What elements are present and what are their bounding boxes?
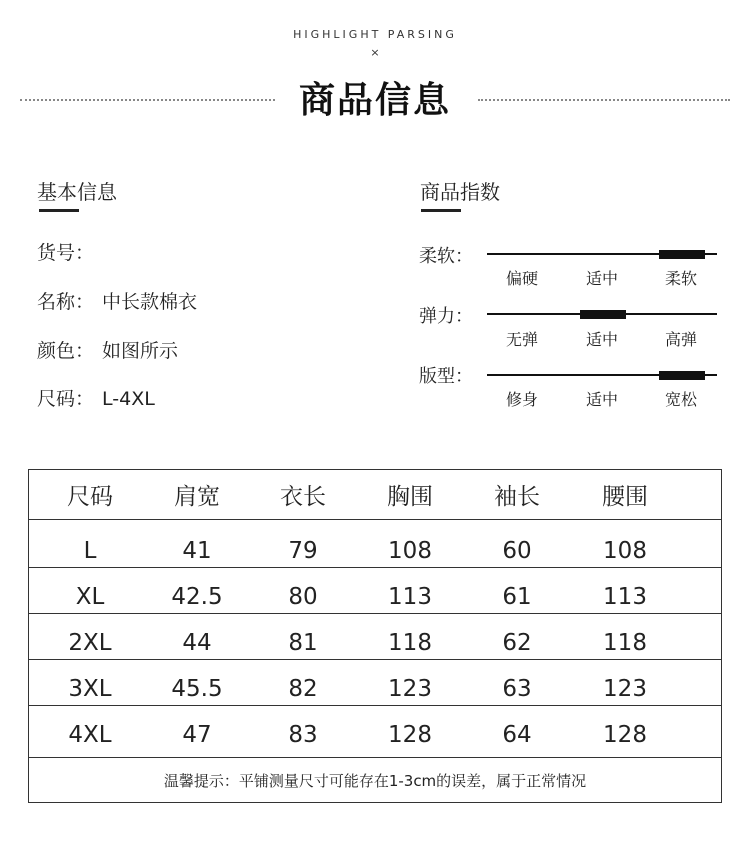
page-title: 商品信息 <box>298 80 451 121</box>
info-value: 中长款棉衣 <box>102 291 198 313</box>
table-cell: 123 <box>388 676 432 702</box>
info-row-color <box>37 336 178 363</box>
product-index-underline <box>421 209 461 212</box>
table-header-cell: 胸围 <box>387 484 433 510</box>
info-label: 尺码： <box>37 388 95 410</box>
table-header-cell: 肩宽 <box>174 484 220 510</box>
table-cell: 3XL <box>68 676 112 702</box>
table-cell: 108 <box>388 538 432 564</box>
info-value: L-4XL <box>102 388 155 410</box>
table-cell: 123 <box>603 676 647 702</box>
table-cell: 81 <box>288 630 318 656</box>
table-note: 温馨提示：平铺测量尺寸可能存在1-3cm的误差，属于正常情况 <box>163 771 587 790</box>
header-en-title: HIGHLIGHT PARSING <box>293 28 457 41</box>
table-header-row <box>29 470 721 520</box>
size-table <box>28 469 722 803</box>
table-cell: 61 <box>502 584 532 610</box>
index-option: 无弹 <box>505 330 538 349</box>
table-cell: L <box>83 538 97 564</box>
table-cell: 80 <box>288 584 318 610</box>
info-row-name <box>37 287 197 314</box>
table-cell: 60 <box>502 538 532 564</box>
table-row <box>29 712 721 758</box>
info-label: 颜色： <box>37 340 95 362</box>
table-header-cell: 尺码 <box>67 484 113 510</box>
header-x-mark: × <box>370 46 380 59</box>
index-marker-softness <box>659 250 705 259</box>
index-option: 柔软 <box>664 269 697 288</box>
table-cell: 128 <box>388 722 432 748</box>
table-cell: 128 <box>603 722 647 748</box>
table-cell: 45.5 <box>171 676 223 702</box>
table-cell: 83 <box>288 722 318 748</box>
info-label: 货号： <box>37 242 95 264</box>
info-row-size <box>37 384 155 411</box>
index-option: 偏硬 <box>505 269 538 288</box>
table-cell: 64 <box>502 722 532 748</box>
table-cell: 79 <box>288 538 318 564</box>
product-index-title: 商品指数 <box>420 180 500 204</box>
table-header-cell: 袖长 <box>494 484 540 510</box>
index-label-fit: 版型： <box>419 366 473 387</box>
table-cell: 108 <box>603 538 647 564</box>
basic-info-title: 基本信息 <box>37 180 117 204</box>
table-cell: 47 <box>182 722 212 748</box>
index-option: 适中 <box>585 330 618 349</box>
row-divider <box>29 705 721 706</box>
index-label-elasticity: 弹力： <box>419 306 473 327</box>
index-label-softness: 柔软： <box>419 246 473 267</box>
table-header-cell: 衣长 <box>280 484 326 510</box>
table-cell: 118 <box>388 630 432 656</box>
info-label: 名称： <box>37 291 95 313</box>
index-option: 高弹 <box>664 330 697 349</box>
table-cell: 63 <box>502 676 532 702</box>
row-divider <box>29 613 721 614</box>
table-cell: 44 <box>182 630 212 656</box>
index-marker-fit <box>659 371 705 380</box>
table-cell: 113 <box>388 584 432 610</box>
index-option: 修身 <box>505 390 538 409</box>
table-cell: 4XL <box>68 722 112 748</box>
table-cell: XL <box>75 584 105 610</box>
table-cell: 41 <box>182 538 212 564</box>
table-cell: 118 <box>603 630 647 656</box>
info-value: 如图所示 <box>102 340 179 362</box>
index-option: 适中 <box>585 390 618 409</box>
index-marker-elasticity <box>580 310 626 319</box>
table-cell: 2XL <box>68 630 112 656</box>
basic-info-underline <box>39 209 79 212</box>
index-option: 适中 <box>585 269 618 288</box>
info-row-sku <box>37 238 102 265</box>
row-divider <box>29 567 721 568</box>
row-divider <box>29 659 721 660</box>
table-header-cell: 腰围 <box>602 484 648 510</box>
table-cell: 82 <box>288 676 318 702</box>
table-cell: 113 <box>603 584 647 610</box>
index-option: 宽松 <box>664 390 697 409</box>
table-cell: 42.5 <box>171 584 223 610</box>
table-cell: 62 <box>502 630 532 656</box>
